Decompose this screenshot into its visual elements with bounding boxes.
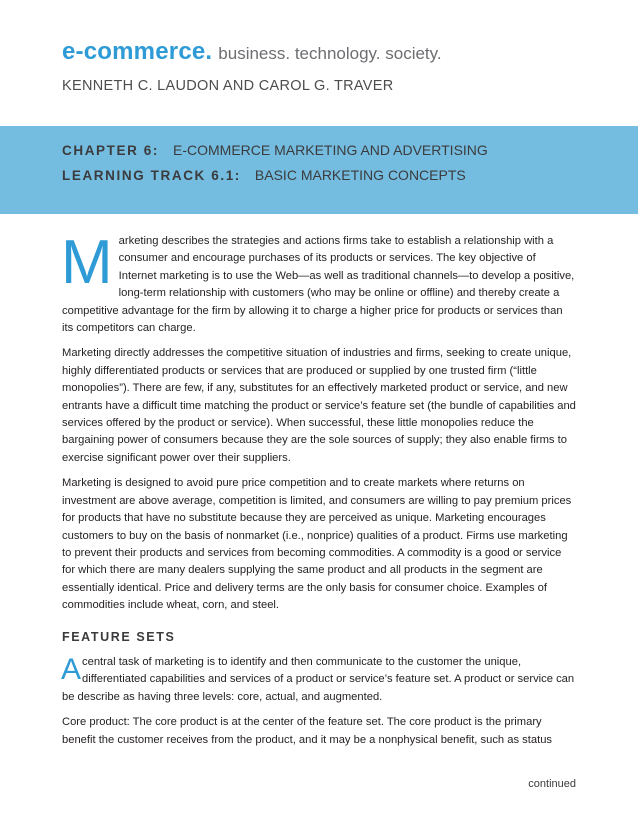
paragraph: Marketing is designed to avoid pure price competition and to create markets where returns on investment are above average, competition is limited, and consumers are willing to pay premium prices for products that have no substitute because they are perceived as unique. Marketing encourages customers to buy on the basis of nonmarket (i.e., nonprice) qualities of a product. Firms use marketing to prevent their products and services from becoming commodities. A commodity is a good or service for which there are many dealers supplying the same product and all products in the segment are essentially identical. Price and delivery terms are the only basis for consumer choice. Examples of commodities include wheat, corn, and steel. (62, 477, 572, 612)
learning-track-label: LEARNING TRACK 6.1: (62, 168, 241, 183)
chapter-label: CHAPTER 6: (62, 143, 160, 158)
chapter-band (0, 126, 638, 214)
brand-main: e-commerce. (62, 38, 213, 65)
drop-cap: A (61, 652, 82, 686)
drop-cap: M (61, 228, 113, 297)
brand-title (62, 38, 598, 68)
brand-tagline: business. technology. society. (218, 44, 442, 63)
continued-label: continued (528, 778, 576, 790)
section-heading: FEATURE SETS (62, 629, 176, 644)
paragraph: Marketing directly addresses the competitive situation of industries and firms, seeking to create unique, highly differentiated products or services that are produced or supplied by one trusted firm (“little monopolies”). There are few, if any, substitutes for an effectively marketed product or service, and new entrants have a difficult time matching the product or service’s feature set (the bundle of capabilities and services offered by the product or service). When successful, these little monopolies reduce the bargaining power of consumers because they are the sole sources of supply; they also enable firms to exercise significant power over their suppliers. (62, 347, 576, 464)
learning-track-row (62, 167, 466, 183)
paragraph-intro-text: arketing describes the strategies and actions firms take to establish a relationship with a consumer and encourage purchases of its products or services. The key objective of Internet marketing is to use the Web—as well as traditional channels—to develop a positive, long-term relationship with customers (who may be online or offline) and thereby create a competitive advantage for the firm by allowing it to charge a higher price for products or services than its competitors can charge. (62, 235, 575, 335)
paragraph-feature-sets (62, 654, 576, 706)
document-body (61, 228, 576, 757)
authors: KENNETH C. LAUDON AND CAROL G. TRAVER (62, 78, 394, 94)
learning-track-title: BASIC MARKETING CONCEPTS (254, 167, 466, 183)
chapter-row (62, 142, 488, 158)
paragraph: Core product: The core product is at the center of the feature set. The core product is the primary benefit the customer receives from the product, and it may be a nonphysical benefit, such as status (62, 716, 553, 746)
document-header (62, 38, 598, 68)
paragraph-intro (61, 228, 576, 337)
paragraph-feature-sets-text: central task of marketing is to identify and then communicate to the customer the unique, differentiated capabilities and services of a product or service’s feature set. A product or service can be describe as having three levels: core, actual, and augmented. (62, 655, 575, 703)
chapter-title: E-COMMERCE MARKETING AND ADVERTISING (173, 142, 488, 158)
